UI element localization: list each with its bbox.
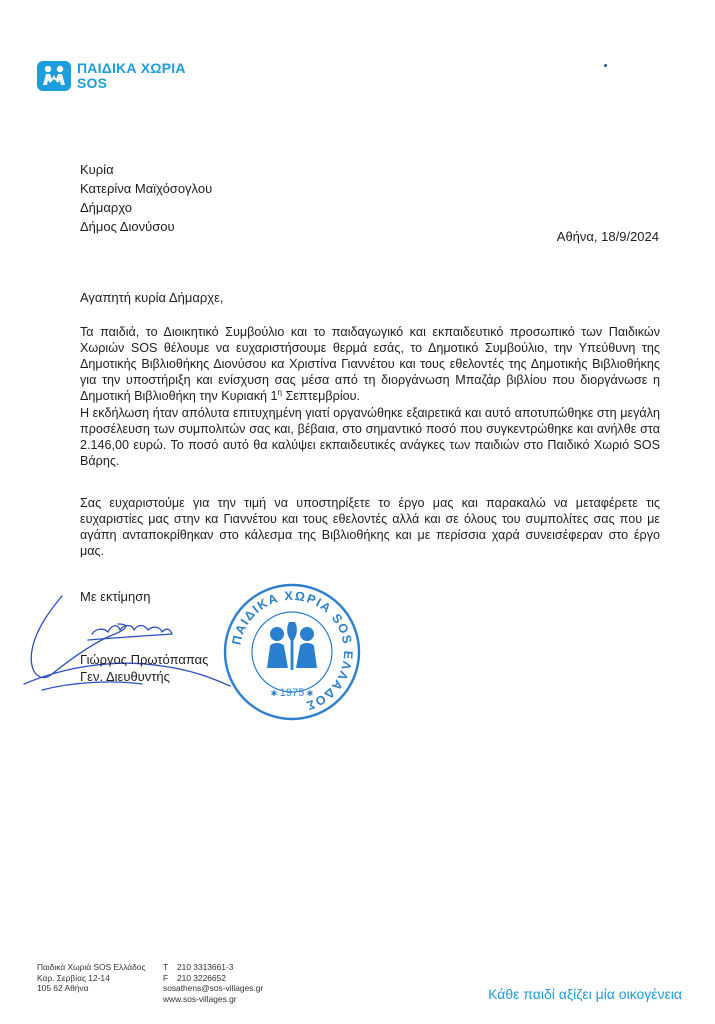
- signer-title: Γεν. Διευθυντής: [80, 669, 170, 684]
- signer-name: Γιώργος Πρωτόπαπας: [80, 652, 209, 667]
- recipient-organization: Δήμος Διονύσου: [80, 219, 175, 234]
- footer-street: Καρ. Σερβίας 12-14: [37, 972, 110, 983]
- decorative-dot: [604, 64, 607, 67]
- footer-tagline: Κάθε παιδί αξίζει μία οικογένεια: [488, 986, 682, 1002]
- recipient-name: Κατερίνα Μαϊχόσογλου: [80, 181, 213, 196]
- svg-text:✱: ✱: [306, 689, 314, 698]
- footer-contact: [163, 962, 263, 1004]
- footer-org: Παιδικά Χωριά SOS Ελλάδος: [37, 962, 146, 972]
- greeting: Αγαπητή κυρία Δήμαρχε,: [80, 290, 224, 305]
- tel-key: T: [163, 962, 169, 972]
- signer-block: [80, 651, 208, 685]
- letter-date: Αθήνα, 18/9/2024: [556, 229, 659, 244]
- footer-address: [37, 962, 146, 994]
- logo-line-1: ΠΑΙΔΙΚΑ ΧΩΡΙΑ: [77, 60, 186, 76]
- paragraph-1-text: Τα παιδιά, το Διοικητικό Συμβούλιο και το παιδαγωγικό και εκπαιδευτικό προσωπικό των Παιδικών Χωριών SOS θέλουμε να ευχαριστήσουμε θερμά εσάς, το Δημοτικό Συμβούλιο, την Υπεύθυνη της Δημοτικής Βιβλιοθήκης Διονύσου κα Χριστίνα Γιαννέτου και τους εθελοντές της Δημοτικής Βιβλιοθήκης για την υποστήριξη και ενίσχυση σας μέσα από τη διοργάνωση Μπαζάρ βιβλίου που διοργάνωσε η Δημοτική Βιβλιοθήκη την Κυριακή 1: [80, 325, 660, 403]
- footer-fax: 210 3226652: [177, 972, 226, 983]
- ordinal-superscript: η: [277, 387, 282, 397]
- stamp-year: 1975: [279, 687, 305, 699]
- body-paragraph-1: [80, 324, 660, 404]
- recipient-salutation: Κυρία: [80, 162, 114, 177]
- footer-city: 105 62 Αθήνα: [37, 983, 89, 993]
- recipient-block: [80, 160, 212, 236]
- svg-text:✱: ✱: [270, 689, 278, 698]
- footer-website[interactable]: www.sos-villages.gr: [163, 993, 237, 1004]
- footer-email[interactable]: sosathens@sos-villages.gr: [163, 983, 264, 993]
- stamp-ring-text: ΠΑΙΔΙΚΑ ΧΩΡΙΑ SOS ΕΛΛΑΔΟΣ: [229, 588, 356, 714]
- sos-children-logo-icon: [37, 61, 71, 91]
- body-paragraph-2: Η εκδήλωση ήταν απόλυτα επιτυχημένη γιατί οργανώθηκε εξαιρετικά και αυτό αποτυπώθηκε στη μεγάλη προσέλευση των συμπολιτών σας και, βέβαια, στο σημαντικό ποσό που συγκεντρώθηκε και ανήλθε στα 2.146,00 ευρώ. Το ποσό αυτό θα καλύψει εκπαιδευτικές ανάγκες των παιδιών στο Παιδικό Χωριό SOS Βάρης.: [80, 406, 660, 468]
- closing: Με εκτίμηση: [80, 589, 151, 604]
- logo-line-2: SOS: [77, 75, 108, 91]
- sos-logo: [37, 61, 186, 91]
- footer-tel: 210 3313661-3: [177, 962, 234, 972]
- fax-key: F: [163, 972, 169, 983]
- organization-stamp: [222, 582, 362, 722]
- recipient-role: Δήμαρχο: [80, 200, 133, 215]
- paragraph-1-end: Σεπτεμβρίου.: [281, 389, 361, 403]
- body-paragraph-3: Σας ευχαριστούμε για την τιμή να υποστηρίξετε το έργο μας και παρακαλώ να μεταφέρετε τις ευχαριστίες μας στην κα Γιαννέτου και τους εθελοντές αλλά και σε όλους του συμπολίτες σας που με αγάπη ανταποκρίθηκαν στο κάλεσμα της Βιβλιοθήκης και με περίσσια χαρά συνεισέφεραν στο έργο μας.: [80, 496, 660, 558]
